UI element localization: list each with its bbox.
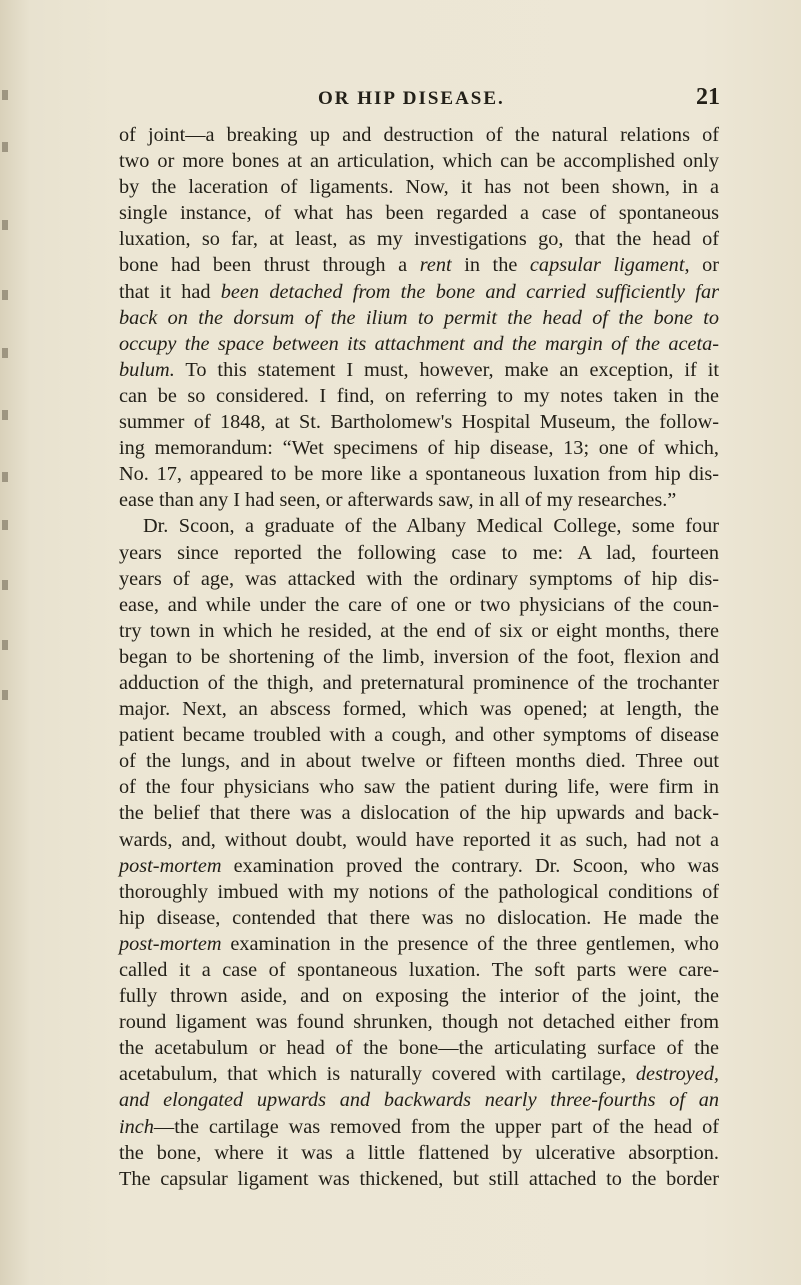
text-run: the bone, where it was a little flattened by ulcerative absorption. <box>119 1141 719 1164</box>
text-line <box>119 957 719 983</box>
text-line <box>119 540 719 566</box>
italic-text: post-mortem <box>119 854 222 877</box>
text-run: of the lungs, and in about twelve or fifteen months died. Three out <box>119 750 719 773</box>
italic-text: post-mortem <box>119 932 222 955</box>
italic-text: bulum. <box>119 358 175 381</box>
text-run: ing memorandum: “Wet specimens of hip disease, 13; one of which, <box>119 437 719 460</box>
italic-text: capsular ligament <box>529 254 685 277</box>
running-title: OR HIP DISEASE. <box>318 88 505 109</box>
text-run: called it a case of spontaneous luxation. The soft parts were care- <box>119 959 719 981</box>
text-run: Dr. Scoon, a graduate of the Albany Medical College, some four <box>143 515 719 538</box>
text-line <box>119 409 719 435</box>
text-line <box>119 931 719 957</box>
text-run: of joint—a breaking up and destruction of the natural relations of <box>119 124 719 146</box>
text-run: acetabulum, that which is naturally covered with cartilage, <box>119 1063 636 1086</box>
text-run: —the cartilage was removed from the upper part of the head of <box>153 1115 719 1138</box>
text-run: can be so considered. I find, on referring to my notes taken in the <box>119 384 719 407</box>
text-run: years since reported the following case to me: A lad, fourteen <box>119 541 719 564</box>
text-line <box>119 905 719 931</box>
italic-text: destroyed, <box>635 1063 719 1086</box>
text-line <box>119 226 719 252</box>
text-line <box>119 644 719 670</box>
italic-text: back on the dorsum of the ilium to permit the head of the bone to <box>119 306 719 329</box>
text-line <box>119 879 719 905</box>
text-run: major. Next, an abscess formed, which was opened; at length, the <box>119 698 719 721</box>
text-run: ease, and while under the care of one or two physicians of the coun- <box>119 593 719 616</box>
text-run: thoroughly imbued with my notions of the pathological conditions of <box>119 880 719 903</box>
text-line <box>119 983 719 1009</box>
text-run: luxation, so far, at least, as my investigations go, that the head of <box>119 228 719 251</box>
text-run: adduction of the thigh, and preternatural prominence of the trochanter <box>119 671 719 694</box>
text-line <box>119 174 719 200</box>
text-line <box>119 383 719 409</box>
text-run: The capsular ligament was thickened, but still attached to the border <box>119 1167 719 1190</box>
text-run: wards, and, without doubt, would have reported it as such, had not a <box>119 828 719 851</box>
text-run: the acetabulum or head of the bone—the articulating surface of the <box>119 1037 719 1060</box>
text-line <box>119 357 719 383</box>
text-line <box>119 853 719 879</box>
text-line <box>119 748 719 774</box>
running-head <box>120 86 720 116</box>
italic-text: and elongated upwards and backwards nearly three-fourths of an <box>119 1089 719 1112</box>
binding-edge <box>0 80 14 720</box>
text-run: hip disease, contended that there was no dislocation. He made the <box>119 906 719 929</box>
text-line <box>119 722 719 748</box>
text-run: , or <box>684 254 719 277</box>
text-run: of the four physicians who saw the patient during life, were firm in <box>119 776 719 799</box>
text-line <box>119 566 719 592</box>
text-run: the belief that there was a dislocation of the hip upwards and back- <box>119 802 719 825</box>
text-line <box>119 461 719 487</box>
italic-text: rent <box>419 254 452 277</box>
text-line <box>119 331 719 357</box>
text-line <box>119 513 719 539</box>
text-line <box>119 1061 719 1087</box>
text-line <box>119 435 719 461</box>
text-line <box>119 774 719 800</box>
text-line <box>119 1035 719 1061</box>
text-line <box>119 148 719 174</box>
text-line <box>119 122 719 148</box>
text-run: examination proved the contrary. Dr. Scoon, who was <box>221 854 719 877</box>
text-run: began to be shortening of the limb, inversion of the foot, flexion and <box>119 645 719 668</box>
text-line <box>119 696 719 722</box>
text-run: ease than any I had seen, or afterwards saw, in all of my researches.” <box>119 489 677 512</box>
text-line <box>119 200 719 226</box>
text-line <box>119 252 719 278</box>
text-line <box>119 800 719 826</box>
text-line <box>119 1114 719 1140</box>
body-text <box>119 122 719 1192</box>
text-run: bone had been thrust through a <box>119 254 420 277</box>
text-run: To this statement I must, however, make an exception, if it <box>174 358 719 381</box>
text-run: two or more bones at an articulation, which can be accomplished only <box>119 150 719 173</box>
italic-text: occupy the space between its attachment and the margin of the aceta- <box>119 332 719 355</box>
text-line <box>119 1166 719 1192</box>
text-line <box>119 670 719 696</box>
text-run: No. 17, appeared to be more like a spontaneous luxation from hip dis- <box>119 463 719 486</box>
text-run: summer of 1848, at St. Bartholomew's Hospital Museum, the follow- <box>119 411 719 434</box>
text-run: years of age, was attacked with the ordinary symptoms of hip dis- <box>119 567 719 590</box>
text-line <box>119 1009 719 1035</box>
text-run: in the <box>451 254 530 277</box>
text-run: that it had <box>119 280 221 303</box>
text-run: by the laceration of ligaments. Now, it has not been shown, in a <box>119 176 719 199</box>
page-number: 21 <box>696 84 720 110</box>
text-run: examination in the presence of the three gentlemen, who <box>221 932 719 955</box>
text-run: fully thrown aside, and on exposing the interior of the joint, the <box>119 985 719 1008</box>
italic-text: been detached from the bone and carried sufficiently far <box>220 280 719 303</box>
text-line <box>119 279 719 305</box>
text-line <box>119 305 719 331</box>
text-run: try town in which he resided, at the end of six or eight months, there <box>119 619 719 642</box>
text-run: single instance, of what has been regarded a case of spontaneous <box>119 202 719 225</box>
text-line <box>119 592 719 618</box>
text-run: patient became troubled with a cough, and other symptoms of disease <box>119 724 719 747</box>
text-line <box>119 618 719 644</box>
italic-text: inch <box>119 1115 154 1138</box>
text-line <box>119 487 719 513</box>
text-line <box>119 827 719 853</box>
text-line <box>119 1140 719 1166</box>
text-run: round ligament was found shrunken, though not detached either from <box>119 1011 719 1034</box>
text-line <box>119 1087 719 1113</box>
